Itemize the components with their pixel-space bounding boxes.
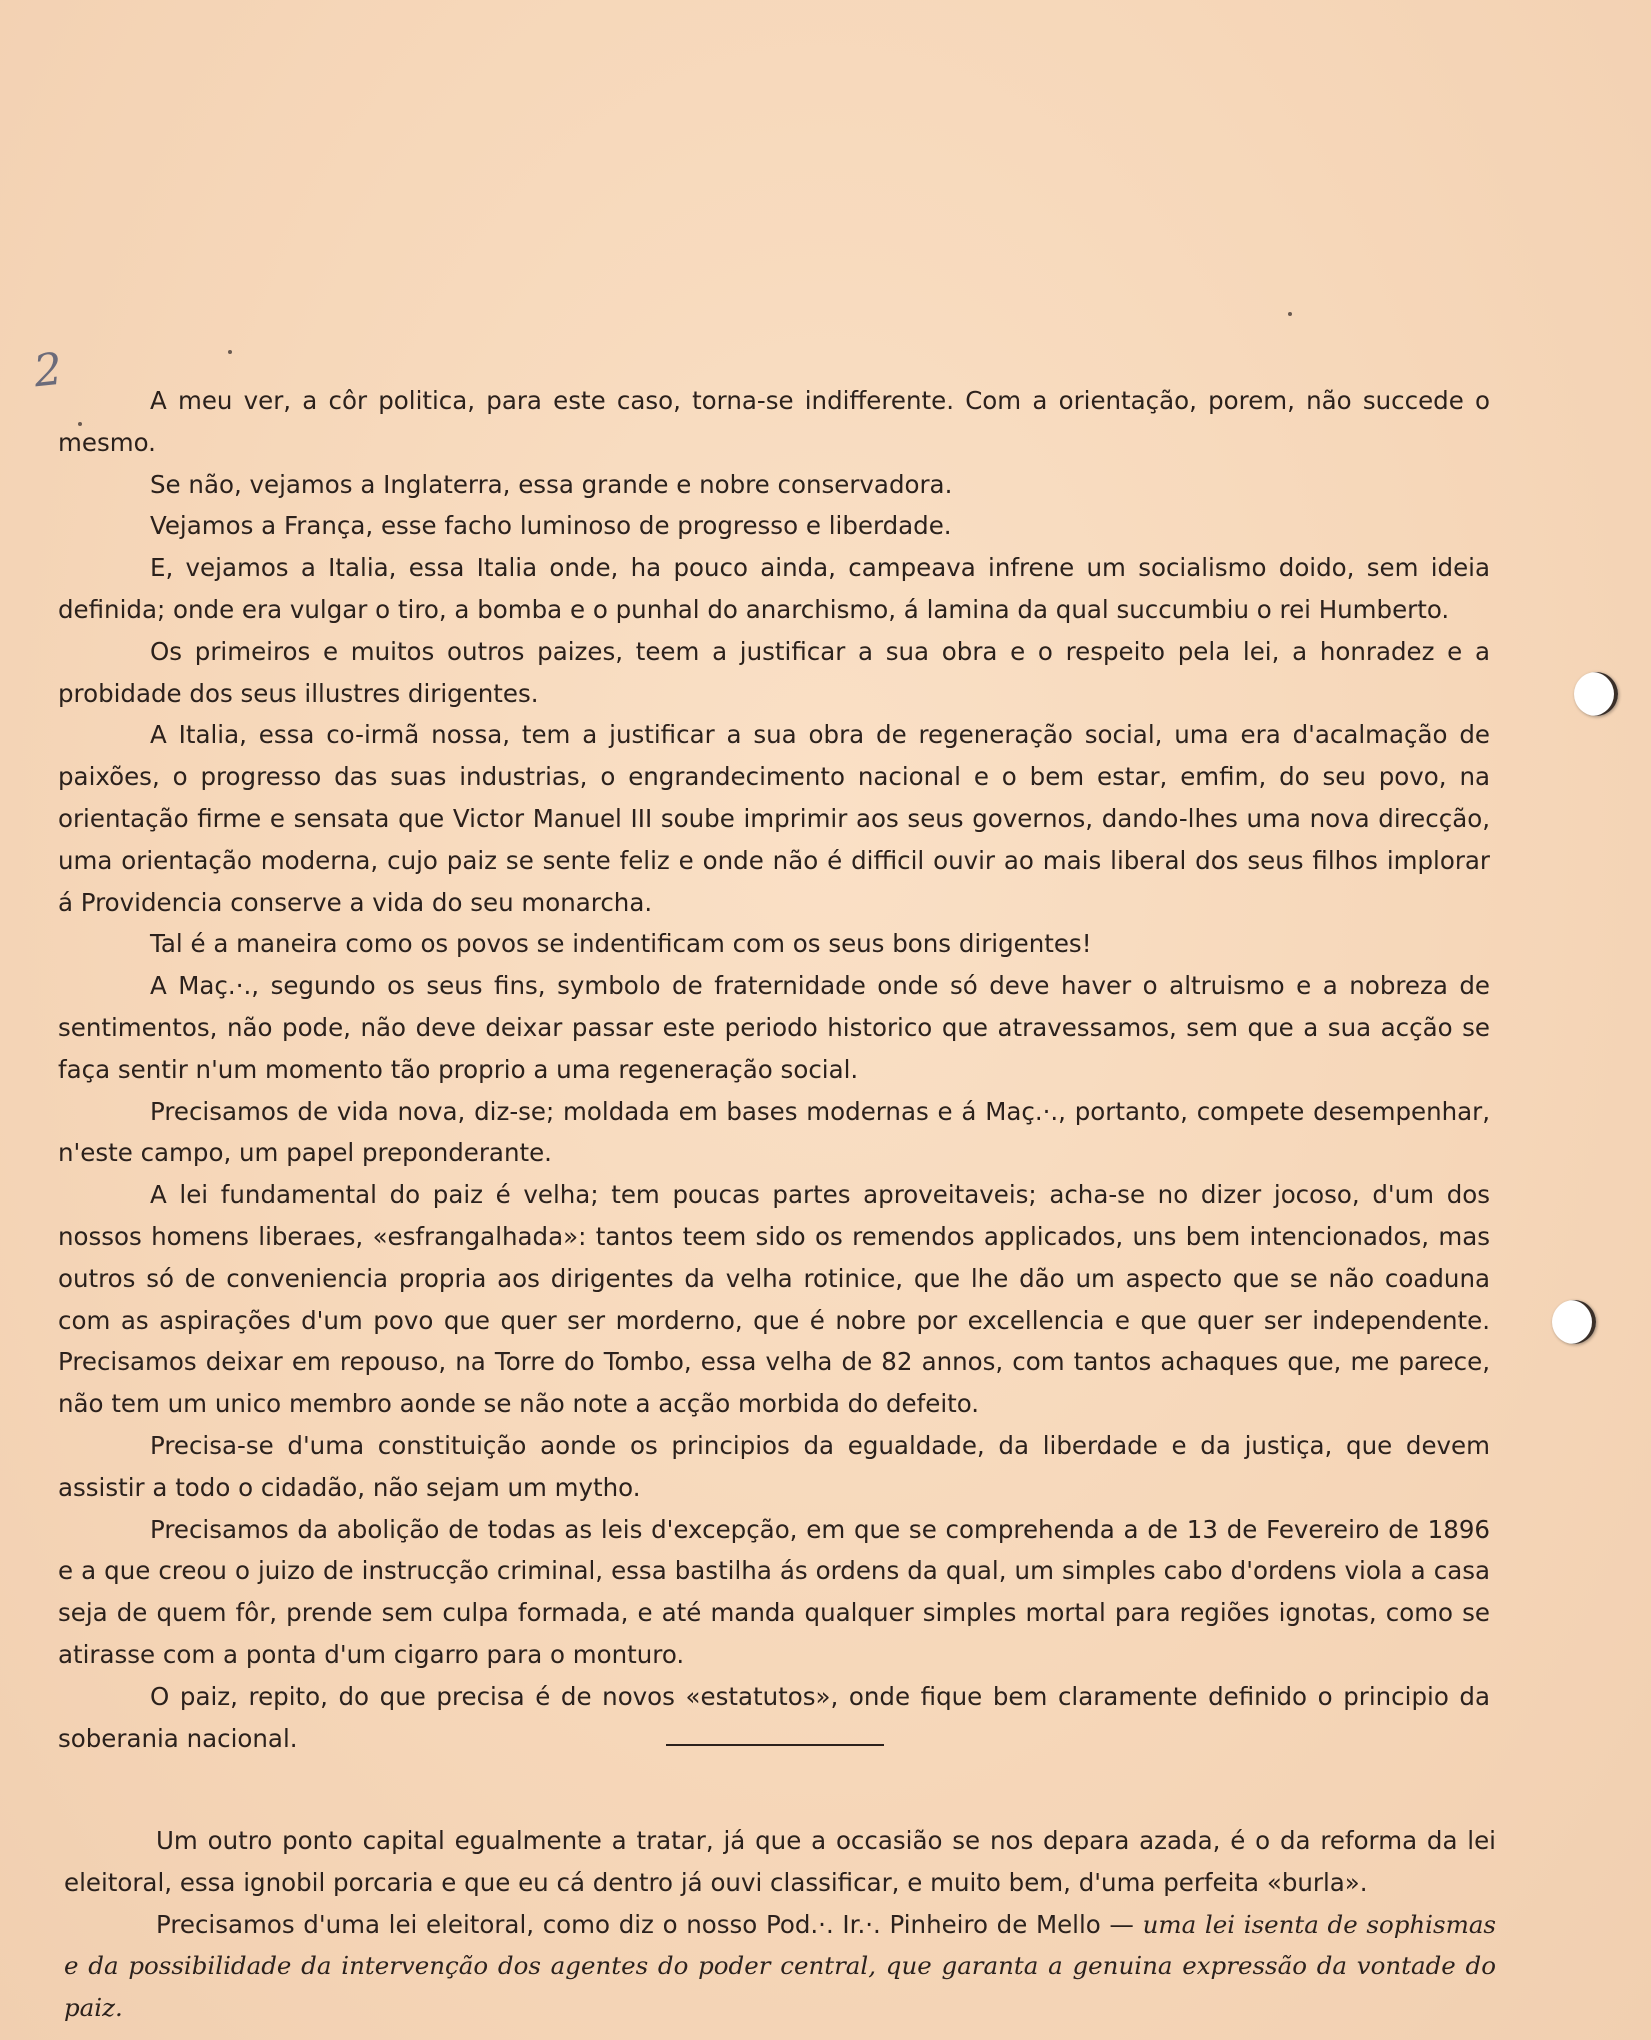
quote-italic: uma lei isenta de sophismas e da possibilidade da intervenção dos agentes do poder central, que garanta a genuina expressão da vontade do paiz. xyxy=(64,1909,1496,2023)
handwritten-page-number: 2 xyxy=(31,343,65,398)
punch-hole xyxy=(1552,1300,1596,1344)
paragraph: A Maç.·., segundo os seus fins, symbolo de fraternidade onde só deve haver o altruismo e a nobreza de sentimentos, não pode, não deve deixar passar este periodo historico que atravessamos, sem que a sua acção se faça sentir n'um momento tão proprio a uma regeneração social. xyxy=(58,971,1490,1084)
paper-speck xyxy=(78,422,82,426)
paragraph: E, vejamos a Italia, essa Italia onde, ha pouco ainda, campeava infrene um socialismo doido, sem ideia definida; onde era vulgar o tiro, a bomba e o punhal do anarchismo, á lamina da qual succumbiu o rei Humberto. xyxy=(58,553,1490,624)
closing-section xyxy=(64,1820,1496,2029)
punch-hole xyxy=(1574,672,1618,716)
paragraph: Os primeiros e muitos outros paizes, teem a justificar a sua obra e o respeito pela lei, a honradez e a probidade dos seus illustres dirigentes. xyxy=(58,636,1490,708)
paper-speck xyxy=(228,350,232,354)
paragraph: A meu ver, a côr politica, para este caso, torna-se indifferente. Com a orientação, porem, não succede o mesmo. xyxy=(58,386,1490,457)
paper-speck xyxy=(1288,312,1292,316)
paragraph: O paiz, repito, do que precisa é de novos «estatutos», onde fique bem claramente definido o principio da soberania nacional. xyxy=(58,1681,1490,1753)
document-body xyxy=(58,380,1490,1759)
section-divider xyxy=(666,1744,884,1746)
paragraph: Vejamos a França, esse facho luminoso de progresso e liberdade. xyxy=(150,511,952,541)
paragraph: A lei fundamental do paiz é velha; tem poucas partes aproveitaveis; acha-se no dizer jocoso, d'um dos nossos homens liberaes, «esfrangalhada»: tantos teem sido os remendos applicados, uns bem intencionados, mas outros só de conveniencia propria aos dirigentes da velha rotinice, que lhe dão um aspecto que se não coaduna com as aspirações d'um povo que quer ser morderno, que é nobre por excellencia e que quer ser independente. Precisamos deixar em repouso, na Torre do Tombo, essa velha de 82 annos, com tantos achaques que, me parece, não tem um unico membro aonde se não note a acção morbida do defeito. xyxy=(58,1180,1490,1419)
paragraph: Precisamos da abolição de todas as leis d'excepção, em que se comprehenda a de 13 de Fevereiro de 1896 e a que creou o juizo de instrucção criminal, essa bastilha ás ordens da qual, um simples cabo d'ordens viola a casa seja de quem fôr, prende sem culpa formada, e até manda qualquer simples mortal para regiões ignotas, como se atirasse com a ponta d'um cigarro para o monturo. xyxy=(58,1514,1490,1669)
quote-intro: Precisamos d'uma lei eleitoral, como diz o nosso Pod.·. Ir.·. Pinheiro de Mello — xyxy=(156,1909,1143,1939)
paragraph: Se não, vejamos a Inglaterra, essa grande e nobre conservadora. xyxy=(150,469,953,499)
paragraph: Precisa-se d'uma constituição aonde os principios da egualdade, da liberdade e da justiça, que devem assistir a todo o cidadão, não sejam um mytho. xyxy=(58,1430,1490,1502)
paragraph: A Italia, essa co-irmã nossa, tem a justificar a sua obra de regeneração social, uma era d'acalmação de paixões, o progresso das suas industrias, o engrandecimento nacional e o bem estar, emfim, do seu povo, na orientação firme e sensata que Victor Manuel III soube imprimir aos seus governos, dando-lhes uma nova direcção, uma orientação moderna, cujo paiz se sente feliz e onde não é difficil ouvir ao mais liberal dos seus filhos implorar á Providencia conserve a vida do seu monarcha. xyxy=(58,720,1490,917)
closing-paragraph: Um outro ponto capital egualmente a tratar, já que a occasião se nos depara azada, é o da reforma da lei eleitoral, essa ignobil porcaria e que eu cá dentro já ouvi classificar, e muito bem, d'uma perfeita «burla». xyxy=(64,1826,1496,1897)
closing-paragraph-quote xyxy=(64,1904,1496,2029)
paragraph: Precisamos de vida nova, diz-se; moldada em bases modernas e á Maç.·., portanto, compete desempenhar, n'este campo, um papel preponderante. xyxy=(58,1096,1490,1168)
paragraph: Tal é a maneira como os povos se indentificam com os seus bons dirigentes! xyxy=(150,929,1092,959)
